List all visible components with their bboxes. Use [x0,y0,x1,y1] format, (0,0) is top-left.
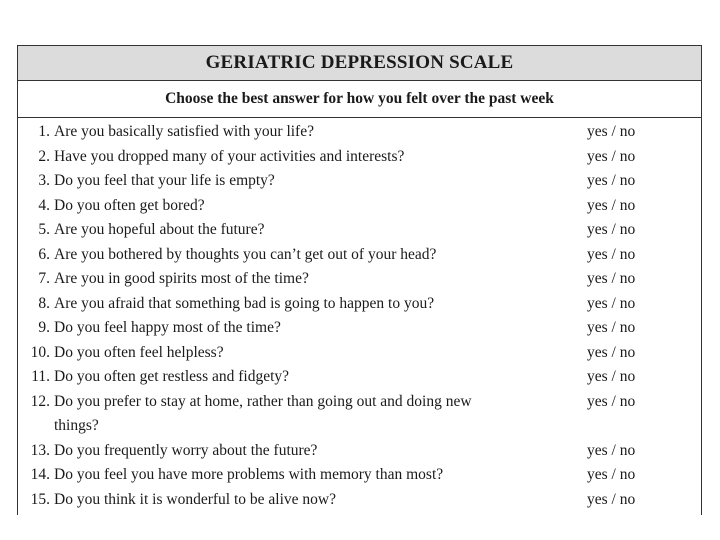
question-number: 8. [38,294,50,312]
question-number: 6. [38,245,50,263]
question-row-1 [18,120,701,145]
question-text: Are you afraid that something bad is going to happen to you? [54,294,435,312]
question-text: Do you often get restless and fidgety? [54,368,290,385]
instructions-header: Choose the best answer for how you felt over the past week [18,81,701,118]
answer-options[interactable]: yes / no [587,392,636,410]
question-row-9 [18,316,701,341]
question-text: Do you think it is wonderful to be alive now? [54,490,336,508]
answer-options[interactable]: yes / no [587,270,636,287]
question-text-line: Do you prefer to stay at home, rather than going out and doing new [54,392,472,410]
question-number: 10. [30,343,50,361]
scale-title: GERIATRIC DEPRESSION SCALE [18,46,701,81]
question-text: Are you bothered by thoughts you can’t get out of your head? [54,245,437,263]
question-row-5 [18,218,701,243]
question-text: Do you frequently worry about the future? [54,441,318,459]
question-text: Do you often feel helpless? [54,343,224,361]
answer-options[interactable]: yes / no [587,221,636,238]
question-text: Do you often get bored? [54,196,205,214]
question-text: Do you feel you have more problems with memory than most? [54,466,444,483]
question-number: 7. [38,270,50,287]
question-number: 2. [38,147,50,165]
answer-options[interactable]: yes / no [587,466,636,483]
question-number: 11. [31,368,50,385]
question-text: Have you dropped many of your activities and interests? [54,147,405,165]
answer-options[interactable]: yes / no [587,294,636,312]
question-row-7 [18,267,701,292]
question-row-2 [18,145,701,170]
question-number: 9. [38,319,50,336]
answer-options[interactable]: yes / no [587,196,636,214]
answer-options[interactable]: yes / no [587,441,636,459]
answer-options[interactable]: yes / no [587,172,636,189]
question-text: Are you basically satisfied with your life? [54,123,314,140]
question-number: 14. [30,466,50,483]
question-number: 1. [38,123,50,140]
question-text-continuation: things? [54,417,99,434]
question-number: 5. [38,221,50,238]
question-number: 12. [30,392,50,410]
question-list [18,118,701,512]
question-text: Do you feel that your life is empty? [54,172,275,189]
question-row-11 [18,365,701,390]
answer-options[interactable]: yes / no [587,147,636,165]
question-row-4 [18,194,701,219]
question-number: 15. [30,490,50,508]
answer-options[interactable]: yes / no [587,368,636,385]
question-text [50,390,578,439]
question-text: Do you feel happy most of the time? [54,319,281,336]
question-row-12 [18,390,701,439]
gds-table [17,45,702,515]
answer-options[interactable]: yes / no [587,319,636,336]
question-row-13 [18,439,701,464]
answer-options[interactable]: yes / no [587,245,636,263]
question-number: 4. [38,196,50,214]
question-text: Are you hopeful about the future? [54,221,265,238]
question-number: 3. [38,172,50,189]
question-row-14 [18,463,701,488]
answer-options[interactable]: yes / no [587,490,636,508]
answer-options[interactable]: yes / no [587,123,636,140]
question-row-10 [18,341,701,366]
question-row-8 [18,292,701,317]
question-text: Are you in good spirits most of the time? [54,270,309,287]
question-row-6 [18,243,701,268]
question-number: 13. [30,441,50,459]
question-row-15 [18,488,701,513]
answer-options[interactable]: yes / no [587,343,636,361]
question-row-3 [18,169,701,194]
